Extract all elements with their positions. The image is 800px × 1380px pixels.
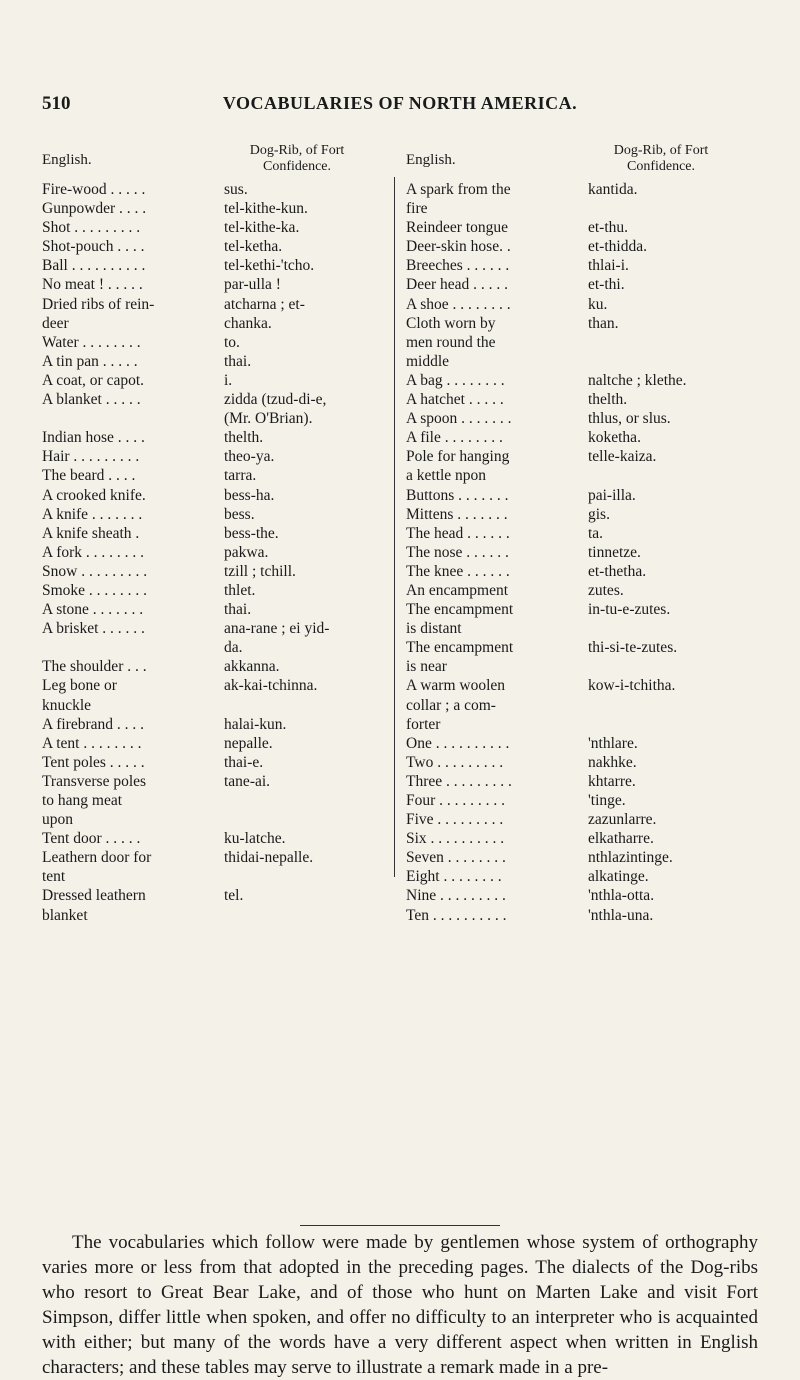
vocabulary-row xyxy=(42,715,382,734)
vocabulary-row xyxy=(42,524,382,543)
dogrib-term: to. xyxy=(224,333,240,351)
dogrib-term: (Mr. O'Brian). xyxy=(224,410,313,428)
dogrib-term: halai-kun. xyxy=(224,715,287,733)
vocabulary-row xyxy=(42,237,382,256)
english-term: Transverse poles xyxy=(42,772,147,790)
dogrib-term: ku-latche. xyxy=(224,830,286,848)
dogrib-term: tel-ketha. xyxy=(224,238,283,256)
vocabulary-row xyxy=(42,199,382,218)
vocabulary-row xyxy=(406,486,746,505)
english-term: deer xyxy=(42,314,69,332)
vocabulary-row xyxy=(406,199,746,218)
vocabulary-row xyxy=(406,715,746,734)
dogrib-term: tinnetze. xyxy=(588,543,641,561)
vocabulary-row xyxy=(42,848,382,867)
vocabulary-row xyxy=(42,657,382,676)
english-term: Shot-pouch . . . . xyxy=(42,238,145,256)
dogrib-term xyxy=(588,696,746,715)
dogrib-term: ak-kai-tchinna. xyxy=(224,677,318,695)
vocabulary-row xyxy=(406,352,746,371)
vocabulary-row xyxy=(42,371,382,390)
english-term: Six . . . . . . . . . . xyxy=(406,830,505,848)
body-paragraph xyxy=(42,1230,758,1380)
english-term: A coat, or capot. xyxy=(42,371,145,389)
vocabulary-row xyxy=(406,447,746,466)
vocabulary-row xyxy=(42,562,382,581)
vocabulary-row xyxy=(406,657,746,676)
vocabulary-row xyxy=(42,791,382,810)
vocabulary-row xyxy=(42,314,382,333)
column-header xyxy=(42,143,382,180)
english-term: A brisket . . . . . . xyxy=(42,620,145,638)
vocabulary-column-left xyxy=(42,143,382,925)
column-header-dogrib: Dog-Rib, of Fort Confidence. xyxy=(613,143,709,174)
vocabulary-row xyxy=(406,581,746,600)
english-term: to hang meat xyxy=(42,792,123,809)
dogrib-term: zutes. xyxy=(588,581,624,599)
dogrib-term xyxy=(224,696,382,715)
english-term: Leathern door for xyxy=(42,849,152,867)
english-term: Deer head . . . . . xyxy=(406,276,508,294)
dogrib-term: nthlazintinge. xyxy=(588,849,673,867)
vocabulary-row xyxy=(406,295,746,314)
vocabulary-row xyxy=(406,390,746,409)
vocabulary-row xyxy=(406,867,746,886)
vocabulary-row xyxy=(42,696,382,715)
dogrib-term: bess-the. xyxy=(224,524,279,542)
english-term: Pole for hanging xyxy=(406,448,510,466)
dogrib-term: 'nthla-una. xyxy=(588,906,654,924)
english-term: A stone . . . . . . . xyxy=(42,601,144,619)
vocabulary-row xyxy=(42,772,382,791)
english-term: is distant xyxy=(406,620,462,638)
english-term: A tin pan . . . . . xyxy=(42,352,138,370)
dogrib-term: alkatinge. xyxy=(588,868,649,886)
page-header xyxy=(42,93,758,123)
dogrib-term: tzill ; tchill. xyxy=(224,562,296,580)
english-term: No meat ! . . . . . xyxy=(42,276,143,294)
dogrib-term: atcharna ; et- xyxy=(224,295,305,313)
dogrib-term: chanka. xyxy=(224,314,272,332)
vocabulary-row xyxy=(42,352,382,371)
english-term: Ball . . . . . . . . . . xyxy=(42,257,146,275)
english-term xyxy=(42,409,224,428)
english-term: middle xyxy=(406,352,450,370)
vocabulary-row xyxy=(406,409,746,428)
dogrib-term: tarra. xyxy=(224,467,257,485)
dogrib-term xyxy=(224,791,382,810)
english-term: A knife sheath . xyxy=(42,524,140,542)
english-term: Dressed leathern xyxy=(42,887,146,905)
english-term: A hatchet . . . . . xyxy=(406,391,504,409)
dogrib-term: bess-ha. xyxy=(224,486,275,504)
english-term: Seven . . . . . . . . xyxy=(406,849,506,867)
vocabulary-row xyxy=(42,543,382,562)
vocabulary-row xyxy=(42,734,382,753)
vocabulary-row xyxy=(406,619,746,638)
dogrib-term: thidai-nepalle. xyxy=(224,849,314,867)
vocabulary-row xyxy=(42,867,382,886)
vocabulary-row xyxy=(406,562,746,581)
dogrib-term: elkatharre. xyxy=(588,830,654,848)
vocabulary-row xyxy=(406,218,746,237)
vocabulary-row xyxy=(42,275,382,294)
dogrib-term: nakhke. xyxy=(588,753,637,771)
dogrib-term: thi-si-te-zutes. xyxy=(588,639,678,657)
dogrib-term: telle-kaiza. xyxy=(588,448,657,466)
vocabulary-row xyxy=(406,428,746,447)
dogrib-term: koketha. xyxy=(588,429,641,447)
vocabulary-row xyxy=(42,180,382,199)
vocabulary-row xyxy=(42,886,382,905)
dogrib-term: in-tu-e-zutes. xyxy=(588,601,671,619)
dogrib-term: ana-rane ; ei yid- xyxy=(224,620,330,638)
english-term: The shoulder . . . xyxy=(42,658,147,676)
vocabulary-row xyxy=(42,295,382,314)
vocabulary-row xyxy=(406,791,746,810)
dogrib-term: thai-e. xyxy=(224,753,264,771)
vocabulary-row xyxy=(406,829,746,848)
english-term: The encampment xyxy=(406,601,514,619)
vocabulary-row xyxy=(406,333,746,352)
english-term: A file . . . . . . . . xyxy=(406,429,503,447)
vocabulary-row xyxy=(406,275,746,294)
english-term: fire xyxy=(406,200,428,218)
vocabulary-row xyxy=(42,906,382,925)
vocabulary-row xyxy=(406,371,746,390)
english-term: A tent . . . . . . . . xyxy=(42,734,142,752)
dogrib-term: thlai-i. xyxy=(588,257,629,275)
vocabulary-row xyxy=(406,543,746,562)
dogrib-term xyxy=(588,199,746,218)
dogrib-term: ku. xyxy=(588,295,608,313)
english-term: A shoe . . . . . . . . xyxy=(406,295,511,313)
english-term: blanket xyxy=(42,906,88,924)
vocabulary-row xyxy=(406,696,746,715)
english-term: men round the xyxy=(406,333,496,351)
english-term: a kettle npon xyxy=(406,467,487,485)
english-term xyxy=(42,638,224,657)
dogrib-term xyxy=(224,810,382,829)
english-term: A firebrand . . . . xyxy=(42,715,145,733)
section-divider xyxy=(300,1225,500,1226)
vocabulary-row xyxy=(42,428,382,447)
vocabulary-row xyxy=(42,466,382,485)
vocabulary-row xyxy=(42,638,382,657)
english-term: The beard . . . . xyxy=(42,467,136,485)
dogrib-term: tel. xyxy=(224,887,244,905)
english-term: One . . . . . . . . . . xyxy=(406,734,510,752)
english-term: Tent poles . . . . . xyxy=(42,753,145,771)
vocabulary-row xyxy=(406,676,746,695)
dogrib-term xyxy=(588,715,746,734)
english-term: Water . . . . . . . . xyxy=(42,333,141,351)
dogrib-term: et-thidda. xyxy=(588,238,647,256)
english-term: collar ; a com- xyxy=(406,696,496,714)
dogrib-term: kantida. xyxy=(588,181,638,198)
english-term: Breeches . . . . . . xyxy=(406,257,510,275)
english-term: forter xyxy=(406,715,441,733)
vocabulary-row xyxy=(406,237,746,256)
column-header-dogrib: Dog-Rib, of Fort Confidence. xyxy=(249,143,345,174)
english-term: An encampment xyxy=(406,581,509,599)
page-number: 510 xyxy=(42,93,71,114)
dogrib-term: da. xyxy=(224,639,243,657)
dogrib-term: thelth. xyxy=(588,391,628,409)
dogrib-term xyxy=(588,466,746,485)
english-term: A blanket . . . . . xyxy=(42,391,141,409)
english-term: Smoke . . . . . . . . xyxy=(42,581,148,599)
running-title: VOCABULARIES OF NORTH AMERICA. xyxy=(222,93,578,113)
dogrib-term: 'nthlare. xyxy=(588,734,638,752)
dogrib-term: pai-illa. xyxy=(588,486,636,504)
dogrib-term: kow-i-tchitha. xyxy=(588,677,676,695)
dogrib-term: thlet. xyxy=(224,581,256,599)
dogrib-term: tel-kethi-'tcho. xyxy=(224,257,315,275)
vocabulary-row xyxy=(42,600,382,619)
vocabulary-row xyxy=(406,505,746,524)
dogrib-term: ta. xyxy=(588,524,604,542)
english-term: Ten . . . . . . . . . . xyxy=(406,906,507,924)
dogrib-term: theo-ya. xyxy=(224,448,275,466)
dogrib-term: than. xyxy=(588,314,619,332)
dogrib-term: par-ulla ! xyxy=(224,276,281,294)
english-term: Gunpowder . . . . xyxy=(42,200,147,218)
english-term: Shot . . . . . . . . . xyxy=(42,219,141,237)
vocabulary-row xyxy=(42,390,382,409)
vocabulary-row xyxy=(406,886,746,905)
dogrib-term: sus. xyxy=(224,181,248,198)
vocabulary-rows xyxy=(42,180,382,925)
english-term: The knee . . . . . . xyxy=(406,562,510,580)
vocabulary-row xyxy=(42,753,382,772)
english-term: upon xyxy=(42,811,73,829)
english-term: Indian hose . . . . xyxy=(42,429,145,447)
vocabulary-row xyxy=(42,486,382,505)
dogrib-term: khtarre. xyxy=(588,772,636,790)
vocabulary-row xyxy=(42,505,382,524)
dogrib-term xyxy=(588,657,746,676)
dogrib-term: pakwa. xyxy=(224,543,269,561)
vocabulary-row xyxy=(406,734,746,753)
english-term: is near xyxy=(406,658,447,676)
dogrib-term: thlus, or slus. xyxy=(588,410,671,428)
dogrib-term xyxy=(588,619,746,638)
dogrib-term: zazunlarre. xyxy=(588,811,657,829)
vocabulary-row xyxy=(42,810,382,829)
dogrib-term: naltche ; klethe. xyxy=(588,371,687,389)
dogrib-term: bess. xyxy=(224,505,255,523)
vocabulary-row xyxy=(406,772,746,791)
vocabulary-row xyxy=(406,848,746,867)
dogrib-term: thai. xyxy=(224,601,252,619)
dogrib-term xyxy=(588,352,746,371)
vocabulary-row xyxy=(406,753,746,772)
english-term: tent xyxy=(42,868,66,886)
english-term: A spark from the xyxy=(406,181,511,198)
english-term: Two . . . . . . . . . xyxy=(406,753,504,771)
vocabulary-row xyxy=(406,256,746,275)
dogrib-term: et-thetha. xyxy=(588,562,647,580)
vocabulary-row xyxy=(42,829,382,848)
column-header xyxy=(406,143,746,180)
english-term: Leg bone or xyxy=(42,677,117,695)
english-term: A spoon . . . . . . . xyxy=(406,410,512,428)
dogrib-term: tel-kithe-ka. xyxy=(224,219,300,237)
column-header-english: English. xyxy=(42,152,92,168)
paragraph-text: The vocabularies which follow were made by gentlemen whose system of orthography varies more or less from that adopted in the preceding pages. The dialects of the Dog-ribs who resort to Great Bear Lake, and of those who hunt on Marten Lake and visit Fort Simpson, differ little when spoken, and offer no difficulty to an interpreter who is acquainted with either; but many of the words have a very different aspect when written in English characters; and these tables may serve to illustrate a remark made in a pre- xyxy=(42,1232,758,1378)
english-term: Dried ribs of rein- xyxy=(42,295,155,313)
dogrib-term: tel-kithe-kun. xyxy=(224,200,308,218)
english-term: A warm woolen xyxy=(406,677,506,695)
vocabulary-row xyxy=(42,676,382,695)
english-term: Cloth worn by xyxy=(406,314,496,332)
english-term: Five . . . . . . . . . xyxy=(406,811,504,829)
vocabulary-row xyxy=(42,333,382,352)
vocabulary-row xyxy=(406,524,746,543)
dogrib-term: zidda (tzud-di-e, xyxy=(224,391,327,409)
dogrib-term: gis. xyxy=(588,505,610,523)
vocabulary-row xyxy=(42,256,382,275)
english-term: Four . . . . . . . . . xyxy=(406,792,506,809)
dogrib-term: thelth. xyxy=(224,429,264,447)
vocabulary-row xyxy=(42,218,382,237)
english-term: The head . . . . . . xyxy=(406,524,510,542)
english-term: Fire-wood . . . . . xyxy=(42,181,146,198)
english-term: The encampment xyxy=(406,639,514,657)
vocabulary-row xyxy=(406,810,746,829)
english-term: Mittens . . . . . . . xyxy=(406,505,508,523)
dogrib-term: akkanna. xyxy=(224,658,280,676)
vocabulary-rows xyxy=(406,180,746,925)
dogrib-term: i. xyxy=(224,371,233,389)
english-term: Tent door . . . . . xyxy=(42,830,141,848)
vocabulary-row xyxy=(406,466,746,485)
english-term: The nose . . . . . . xyxy=(406,543,509,561)
english-term: Reindeer tongue xyxy=(406,219,509,237)
english-term: Nine . . . . . . . . . xyxy=(406,887,506,905)
vocabulary-row xyxy=(406,600,746,619)
vocabulary-row xyxy=(42,581,382,600)
dogrib-term xyxy=(224,867,382,886)
dogrib-term xyxy=(588,333,746,352)
vocabulary-row xyxy=(406,906,746,925)
dogrib-term: thai. xyxy=(224,352,252,370)
vocabulary-row xyxy=(406,638,746,657)
english-term: Deer-skin hose. . xyxy=(406,238,511,256)
english-term: Three . . . . . . . . . xyxy=(406,772,512,790)
dogrib-term: 'nthla-otta. xyxy=(588,887,655,905)
vocabulary-row xyxy=(42,409,382,428)
dogrib-term: nepalle. xyxy=(224,734,273,752)
dogrib-term: 'tinge. xyxy=(588,792,626,809)
english-term: Eight . . . . . . . . xyxy=(406,868,502,886)
vocabulary-row xyxy=(42,619,382,638)
dogrib-term: et-thu. xyxy=(588,219,629,237)
dogrib-term: et-thi. xyxy=(588,276,625,294)
english-term: Snow . . . . . . . . . xyxy=(42,562,148,580)
english-term: Buttons . . . . . . . xyxy=(406,486,509,504)
english-term: A knife . . . . . . . xyxy=(42,505,143,523)
dogrib-term xyxy=(224,906,382,925)
english-term: Hair . . . . . . . . . xyxy=(42,448,140,466)
english-term: A bag . . . . . . . . xyxy=(406,371,505,389)
dogrib-term: tane-ai. xyxy=(224,772,271,790)
column-header-english: English. xyxy=(406,152,456,168)
vocabulary-row xyxy=(406,314,746,333)
english-term: A fork . . . . . . . . xyxy=(42,543,145,561)
vocabulary-column-right xyxy=(406,143,746,925)
vocabulary-row xyxy=(42,447,382,466)
english-term: A crooked knife. xyxy=(42,486,146,504)
english-term: knuckle xyxy=(42,696,92,714)
vocabulary-row xyxy=(406,180,746,199)
